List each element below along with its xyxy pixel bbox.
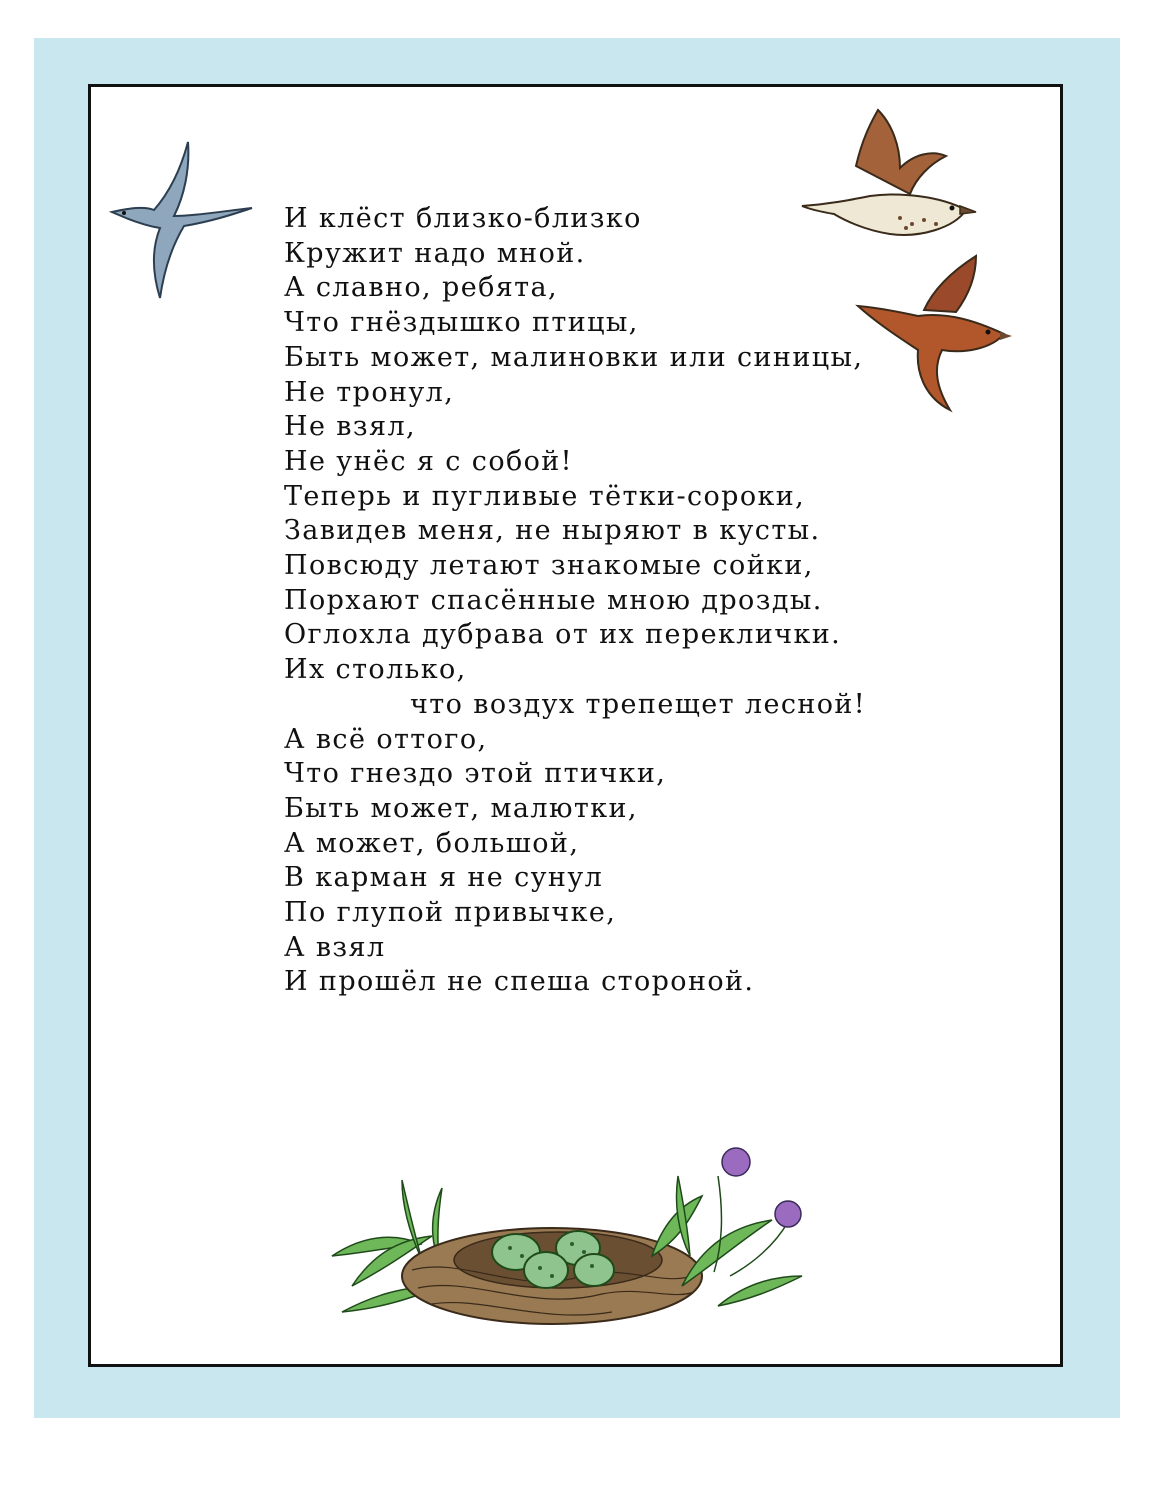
poem-line-19: А может, большой, [284,827,580,859]
poem-line-15: что воздух трепещет лесной! [410,688,867,720]
poem-line-9: Теперь и пугливые тётки-сороки, [284,480,806,512]
swallow-bird-icon [108,136,256,302]
poem-line-8: Не унёс я с собой! [284,445,573,477]
poem-line-10: Завидев меня, не ныряют в кусты. [284,515,821,547]
poem-line-6: Не тронул, [284,376,455,408]
poem-line-3: А славно, ребята, [284,272,558,304]
poem-line-11: Повсюду летают знакомые сойки, [284,550,814,582]
poem-line-18: Быть может, малютки, [284,792,638,824]
poem-line-4: Что гнёздышко птицы, [284,307,639,339]
nest-with-eggs-icon [322,1136,812,1336]
poem-line-12: Порхают спасённые мною дрозды. [284,584,823,616]
poem [284,202,924,1000]
poem-line-16: А всё оттого, [284,723,488,755]
poem-line-2: Кружит надо мной. [284,237,586,269]
poem-line-23: И прошёл не спеша стороной. [284,966,755,998]
poem-line-14: Их столько, [284,654,467,686]
poem-line-5: Быть может, малиновки или синицы, [284,341,864,373]
poem-line-7: Не взял, [284,411,417,443]
poem-line-1: И клёст близко-близко [284,203,642,234]
poem-line-13: Оглохла дубрава от их переклички. [284,619,842,651]
poem-line-17: Что гнездо этой птички, [284,758,667,790]
poem-line-22: А взял [284,931,386,963]
poem-line-20: В карман я не сунул [284,862,604,894]
poem-line-21: По глупой привычке, [284,897,617,929]
